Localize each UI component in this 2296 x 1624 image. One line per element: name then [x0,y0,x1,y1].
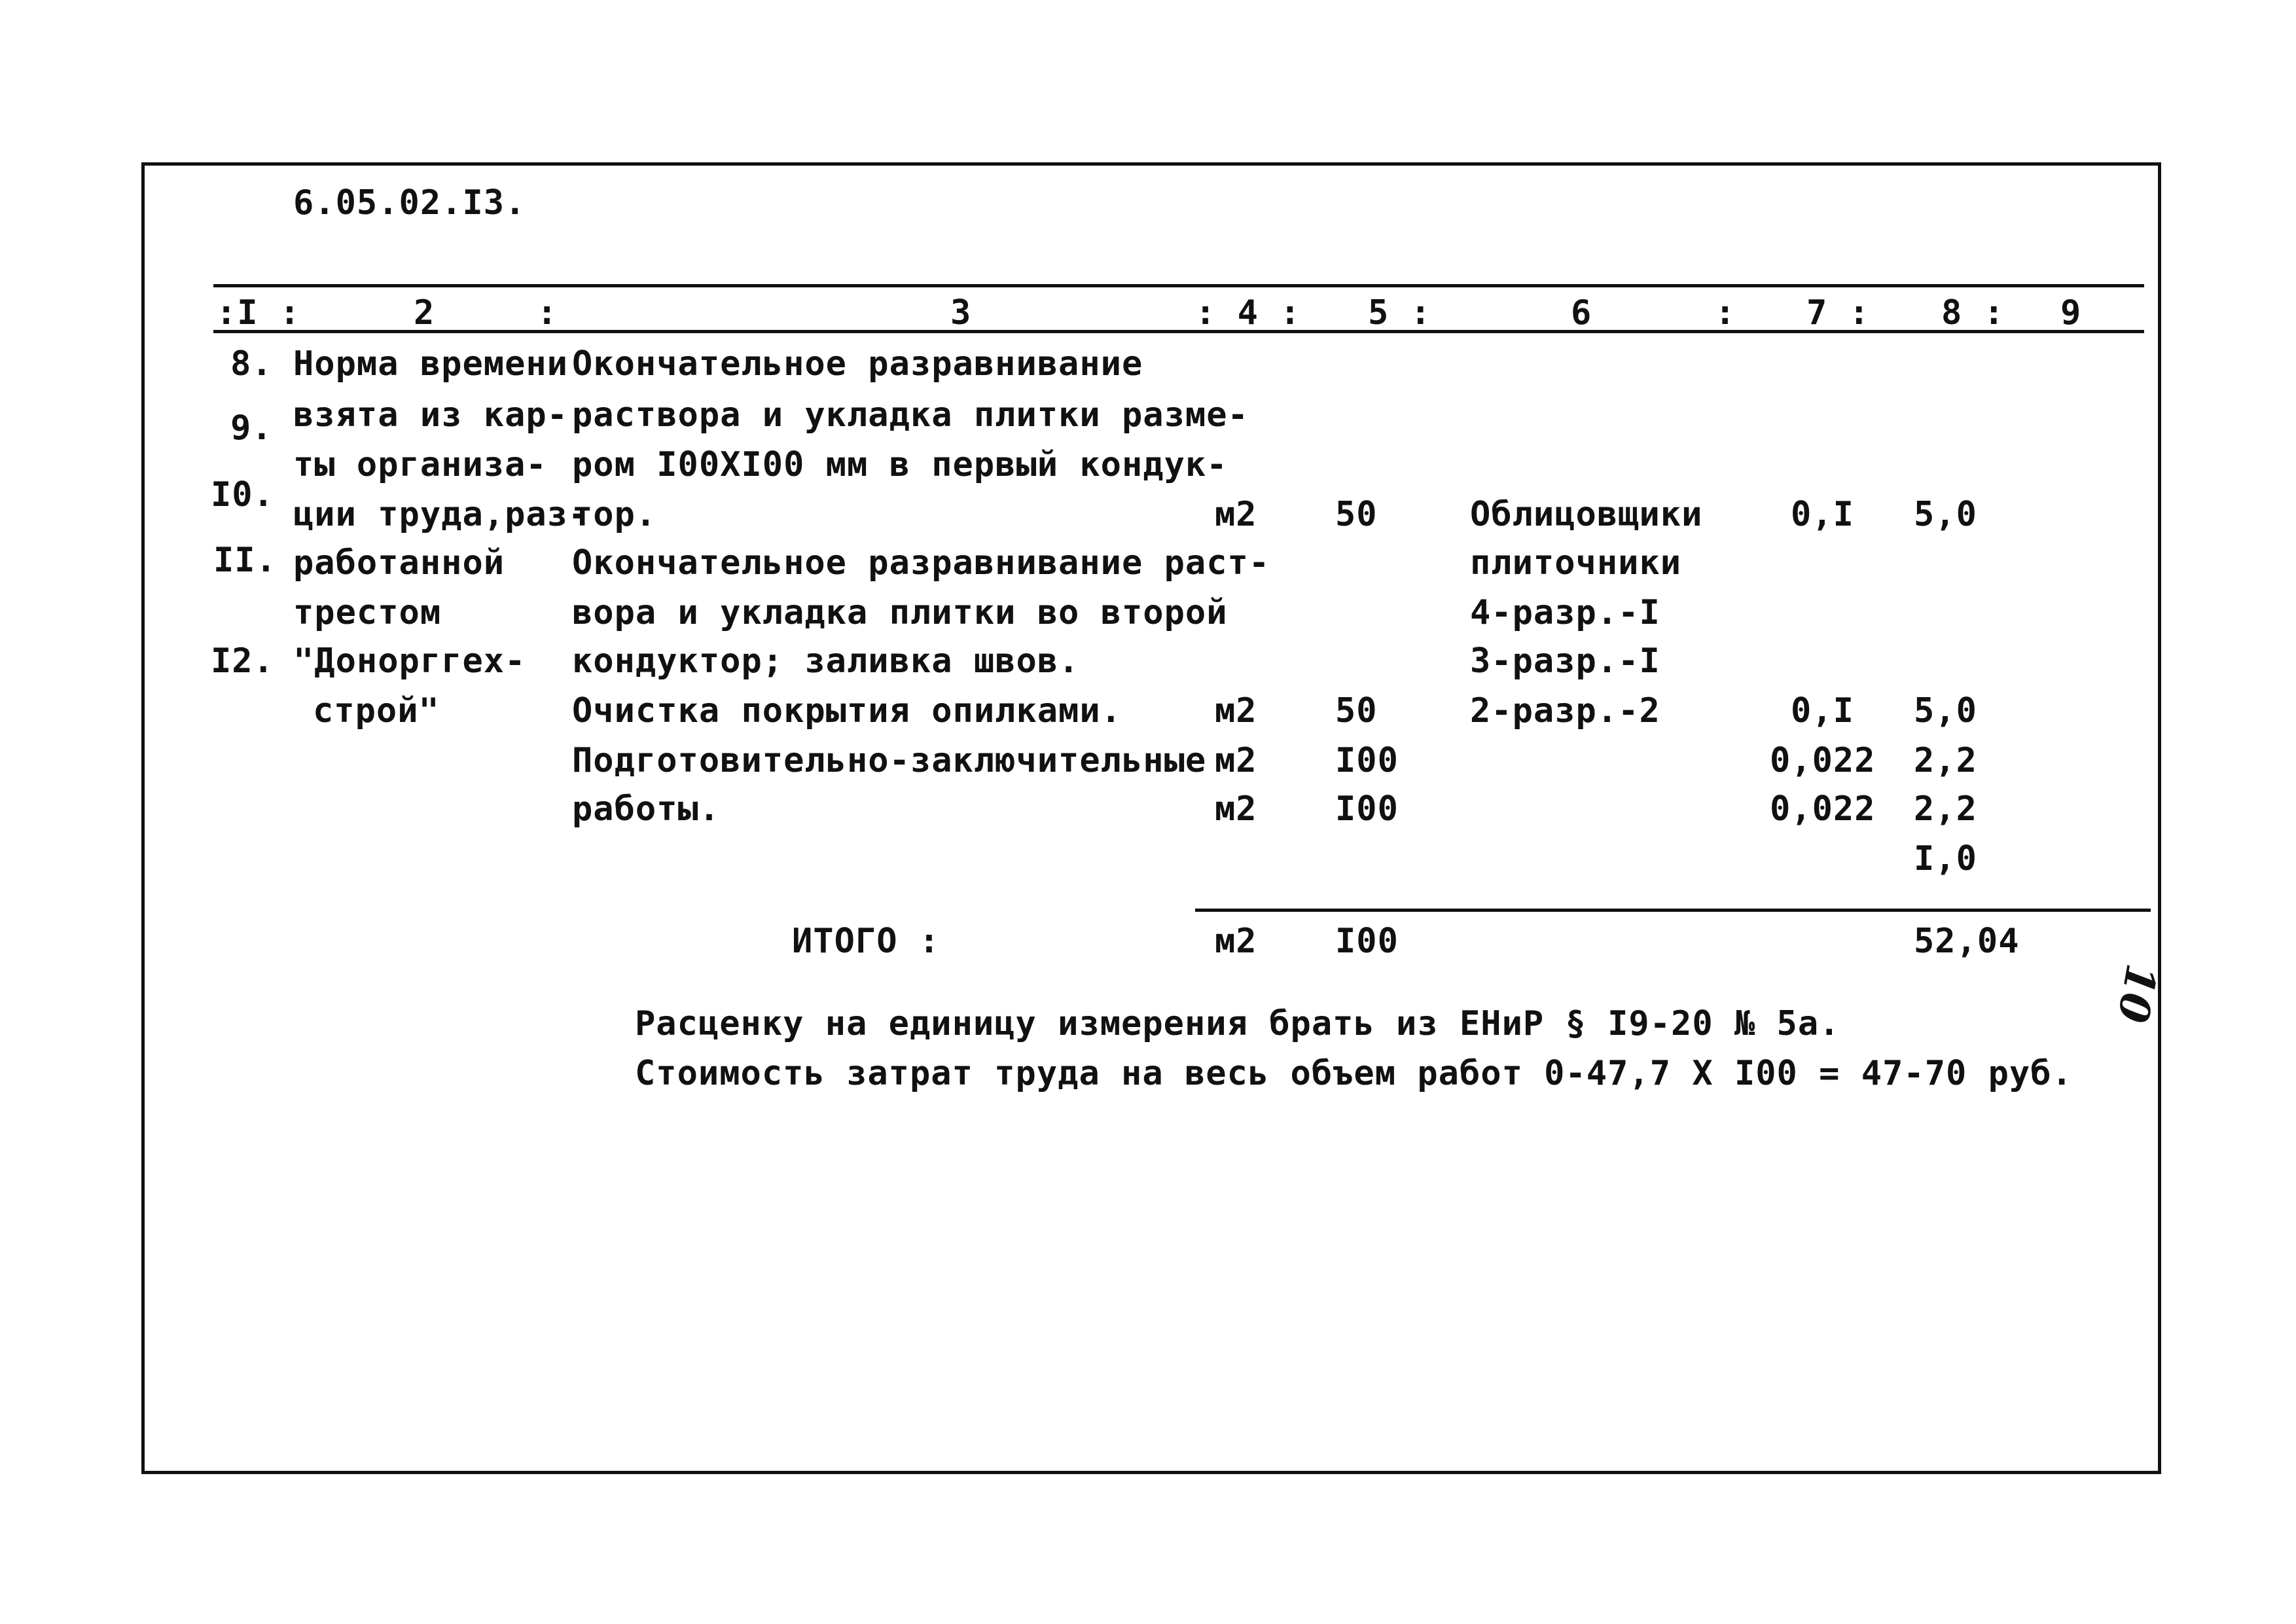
page-number: 10 [2107,960,2166,1026]
col3-line: раствора и укладка плитки разме- [572,395,1249,435]
header-col-8: 8 : [1941,293,2005,333]
header-col-4: : 4 : [1195,293,1301,333]
col3-line: вора и укладка плитки во второй [572,593,1228,632]
col6-line: 4-разр.-I [1470,593,1660,632]
cell-norm: 0,022 [1770,741,1876,780]
summary-rule [1195,909,2151,912]
header-col-9: 9 [2060,293,2082,333]
summary-total: 52,04 [1914,922,2020,961]
cell-qty: I00 [1335,789,1399,829]
col2-line: Норма времени [293,344,568,384]
header-col-6: 6 [1571,293,1592,333]
cell-unit: м2 [1215,691,1257,731]
col3-line: Окончательное разравнивание раст- [572,543,1270,583]
col3-line: ром I00XI00 мм в первый кондук- [572,445,1228,484]
header-col-2: 2 [414,293,435,333]
cell-norm: 0,I [1791,691,1854,731]
row-number: I2. [211,641,274,681]
col2-line: "Донорггех- [293,641,526,681]
col6-line: Облицовщики [1470,495,1703,534]
row-number: 9. [230,408,273,448]
cell-total: I,0 [1914,839,1977,878]
header-col-5: 5 : [1368,293,1431,333]
col6-line: плиточники [1470,543,1682,583]
col2-line: трестом [293,593,442,632]
col2-line: работанной [293,543,505,583]
cell-unit: м2 [1215,495,1257,534]
row-number: I0. [211,475,274,514]
col3-line: работы. [572,789,721,829]
header-col-7: 7 : [1806,293,1870,333]
col6-line: 3-разр.-I [1470,641,1660,681]
header-col-2-sep: : [537,293,558,333]
header-top-rule [213,284,2144,287]
cell-norm: 0,022 [1770,789,1876,829]
cell-total: 5,0 [1914,691,1977,731]
cell-total: 5,0 [1914,495,1977,534]
header-col-6-sep: : [1715,293,1736,333]
header-col-3: 3 [950,293,972,333]
col3-line: тор. [572,495,657,534]
summary-qty: I00 [1335,922,1399,961]
col2-line: ции труда,раз- [293,495,590,534]
header-col-1: :I : [216,293,301,333]
note-line: Расценку на единицу измерения брать из ЕНиР § I9-20 № 5а. [635,1004,1840,1043]
col3-line: Подготовительно-заключительные [572,741,1207,780]
cell-unit: м2 [1215,741,1257,780]
summary-unit: м2 [1215,922,1257,961]
col2-line: ты организа- [293,445,547,484]
col2-line: взята из кар- [293,395,568,435]
cell-qty: 50 [1335,691,1378,731]
cell-norm: 0,I [1791,495,1854,534]
cell-total: 2,2 [1914,741,1977,780]
col3-line: кондуктор; заливка швов. [572,641,1080,681]
note-line: Стоимость затрат труда на весь объем работ 0-47,7 X I00 = 47-70 руб. [635,1054,2073,1093]
col2-line: строй" [313,691,440,731]
row-number: 8. [230,344,273,384]
col3-line: Очистка покрытия опилками. [572,691,1122,731]
row-number: II. [213,541,277,580]
document-code: 6.05.02.I3. [293,183,526,223]
cell-unit: м2 [1215,789,1257,829]
cell-total: 2,2 [1914,789,1977,829]
cell-qty: 50 [1335,495,1378,534]
cell-qty: I00 [1335,741,1399,780]
col3-line: Окончательное разравнивание [572,344,1143,384]
col6-line: 2-разр.-2 [1470,691,1660,731]
summary-label: ИТОГО : [792,922,941,961]
